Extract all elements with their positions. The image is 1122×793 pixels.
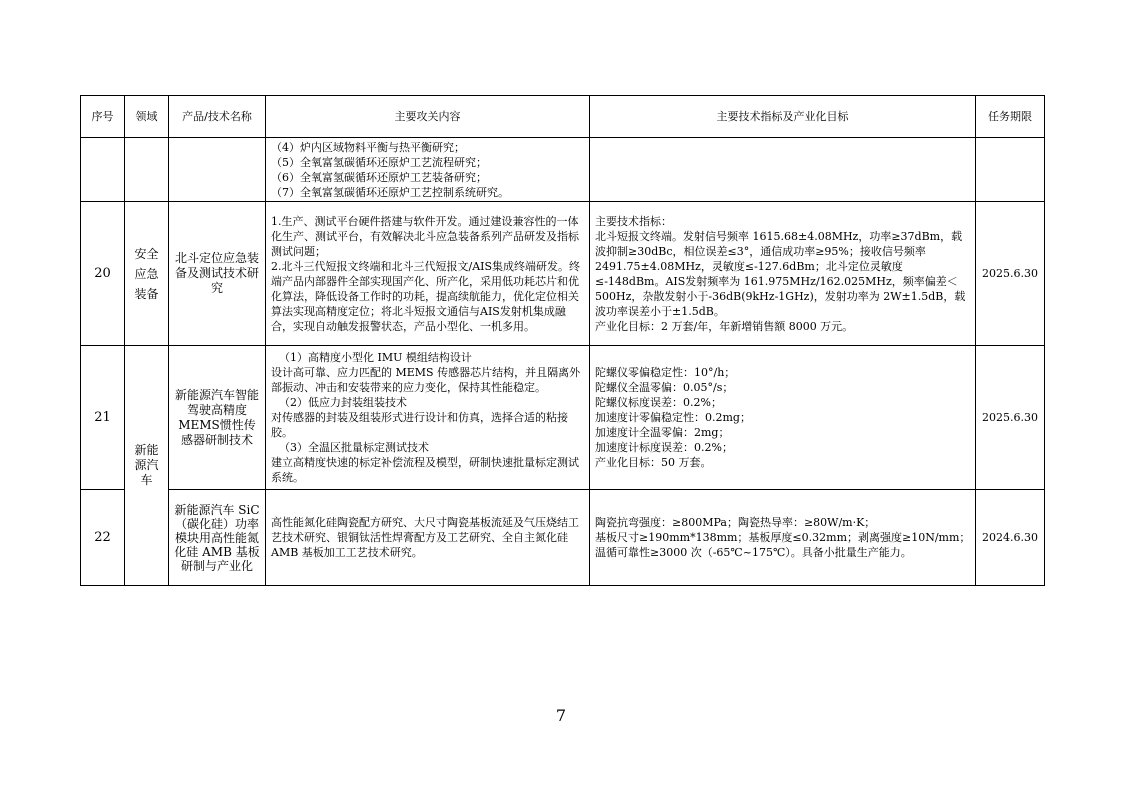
table-row-continuation [81,138,1045,202]
row-product: 新能源汽车智能驾驶高精度MEMS惯性传感器研制技术 [169,346,266,490]
header-no: 序号 [81,96,125,138]
table-row-21 [81,346,1045,490]
row-deadline: 2024.6.30 [976,490,1045,586]
row-number: 21 [81,346,125,490]
row-content: （1）高精度小型化 IMU 模组结构设计 设计高可靠、应力匹配的 MEMS 传感器芯片结构，并且隔离外部振动、冲击和安装带来的应力变化，保持其性能稳定。 （2）低应力封装组装技术 对传感器的封装及组装形式进行设计和仿真，选择合适的粘接胶。 （3）全温区批量标定测试技术 建立高精度快速的标定补偿流程及模型，研制快速批量标定测试系统。 [266,346,590,490]
row-field: 安全应急装备 [125,202,169,346]
header-row [81,96,1045,138]
row-content: 高性能氮化硅陶瓷配方研究、大尺寸陶瓷基板流延及气压烧结工艺技术研究、银铜钛活性焊膏配方及工艺研究、全自主氮化硅 AMB 基板加工工艺技术研究。 [266,490,590,586]
header-deadline: 任务期限 [976,96,1045,138]
header-product: 产品/技术名称 [169,96,266,138]
row-deadline: 2025.6.30 [976,346,1045,490]
header-targets: 主要技术指标及产业化目标 [590,96,976,138]
page-number: 7 [555,706,567,725]
row-targets: 主要技术指标： 北斗短报文终端。发射信号频率 1615.68±4.08MHz，功率≥37dBm，载波抑制≥30dBc，相位误差≤3°，通信成功率≥95%；接收信号频率 2491.75±4.08MHz，灵敏度≤-127.6dBm；北斗定位灵敏度≤-148dBm。AIS发射频率为 161.975MHz/162.025MHz，频率偏差＜500Hz，杂散发射小于-36dB(9kHz-1GHz)，发射功率为 2W±1.5dB，载波功率误差小于±1.5dB。 产业化目标：2 万套/年，年新增销售额 8000 万元。 [590,202,976,346]
row-targets: 陶瓷抗弯强度：≥800MPa；陶瓷热导率：≥80W/m·K； 基板尺寸≥190mm*138mm；基板厚度≤0.32mm；剥离强度≥10N/mm； 温循可靠性≥3000 次（-65℃~175℃）。具备小批量生产能力。 [590,490,976,586]
row-deadline: 2025.6.30 [976,202,1045,346]
table-row-22 [81,490,1045,586]
row-field-shared: 新能源汽车 [125,346,169,586]
row-number: 20 [81,202,125,346]
header-field: 领域 [125,96,169,138]
header-content: 主要攻关内容 [266,96,590,138]
row-product: 新能源汽车 SiC（碳化硅）功率模块用高性能氮化硅 AMB 基板研制与产业化 [169,490,266,586]
continuation-content: （4）炉内区域物料平衡与热平衡研究； （5）全氧富氢碳循环还原炉工艺流程研究； （6）全氧富氢碳循环还原炉工艺装备研究； （7）全氧富氢碳循环还原炉工艺控制系统研究。 [266,138,590,202]
row-content: 1.生产、测试平台硬件搭建与软件开发。通过建设兼容性的一体化生产、测试平台，有效解决北斗应急装备系列产品研发及指标测试问题； 2.北斗三代短报文终端和北斗三代短报文/AIS集成终端研发。终端产品内部器件全部实现国产化、所产化，采用低功耗芯片和优化算法，降低设备工作时的功耗，提高续航能力，优化定位相关算法实现高精度定位；将北斗短报文通信与AIS发射机集成融合，实现自动触发报警状态，产品小型化、一机多用。 [266,202,590,346]
row-product: 北斗定位应急装备及测试技术研究 [169,202,266,346]
table-row-20 [81,202,1045,346]
row-targets: 陀螺仪零偏稳定性：10°/h； 陀螺仪全温零偏：0.05°/s； 陀螺仪标度误差：0.2%； 加速度计零偏稳定性：0.2mg； 加速度计全温零偏：2mg； 加速度计标度误差：0.2%； 产业化目标：50 万套。 [590,346,976,490]
row-number: 22 [81,490,125,586]
task-table [80,95,1045,586]
